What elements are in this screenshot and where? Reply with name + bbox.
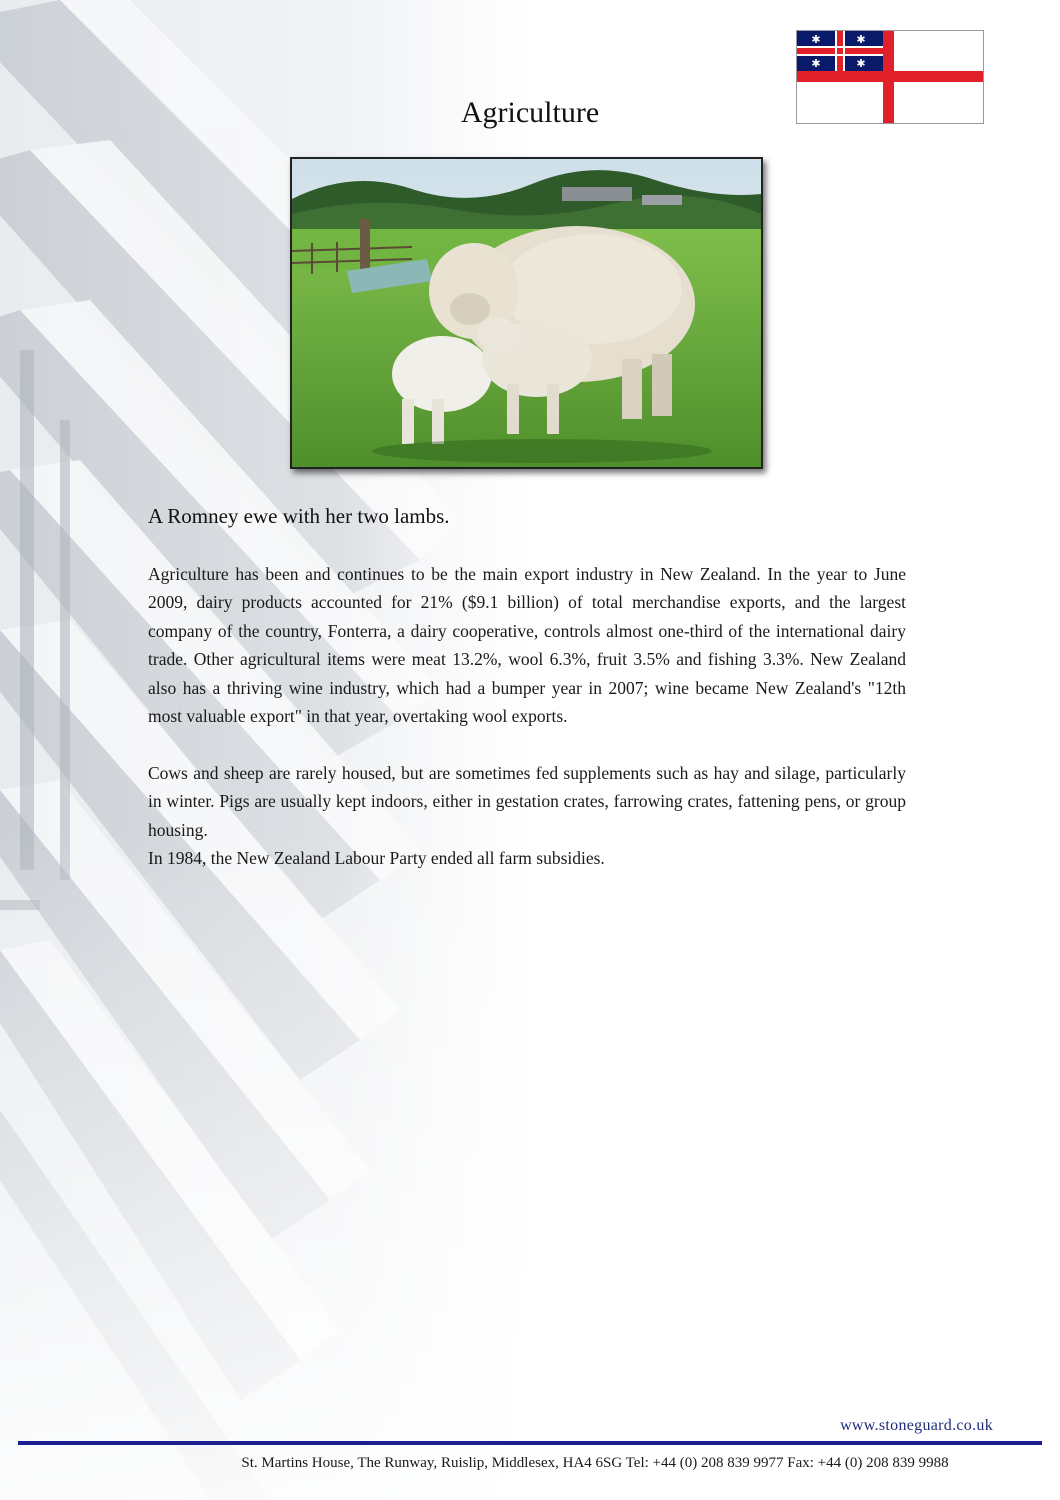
svg-text:✱: ✱ xyxy=(811,57,821,70)
page-title: Agriculture xyxy=(460,96,600,129)
paragraph-subsidies: In 1984, the New Zealand Labour Party ended all farm subsidies. xyxy=(148,848,605,869)
footer-website-link[interactable]: www.stoneguard.co.uk xyxy=(840,1417,993,1434)
svg-text:✱: ✱ xyxy=(856,33,866,46)
footer-address: St. Martins House, The Runway, Ruislip, Middlesex, HA4 6SG Tel: +44 (0) 208 839 9977 Fax: +44 (0) 208 839 9988 xyxy=(241,1455,949,1471)
paragraph-exports: Agriculture has been and continues to be the main export industry in New Zealand. In the year to June 2009, dairy products accounted for 21% ($9.1 billion) of total merchandise exports, and the largest company of the country, Fonterra, a dairy cooperative, controls almost one-third of the international dairy trade. Other agricultural items were meat 13.2%, wool 6.3%, fruit 3.5% and fishing 3.3%. New Zealand also has a thriving wine industry, which had a bumper year in 2007; wine became New Zealand's "12th most valuable export" in that year, overtaking wool exports. xyxy=(148,564,906,727)
footer-divider xyxy=(18,1441,1042,1445)
svg-text:✱: ✱ xyxy=(856,57,866,70)
photo-caption: A Romney ewe with her two lambs. xyxy=(148,504,450,528)
svg-text:✱: ✱ xyxy=(811,33,821,46)
sheep-illustration-icon xyxy=(292,159,761,467)
body-text xyxy=(148,560,906,872)
sheep-photo xyxy=(290,157,763,469)
paragraph-housing: Cows and sheep are rarely housed, but are sometimes fed supplements such as hay and silage, particularly in winter. Pigs are usually kept indoors, either in gestation crates, farrowing crates, fattening pens, or group housing. xyxy=(148,762,906,840)
